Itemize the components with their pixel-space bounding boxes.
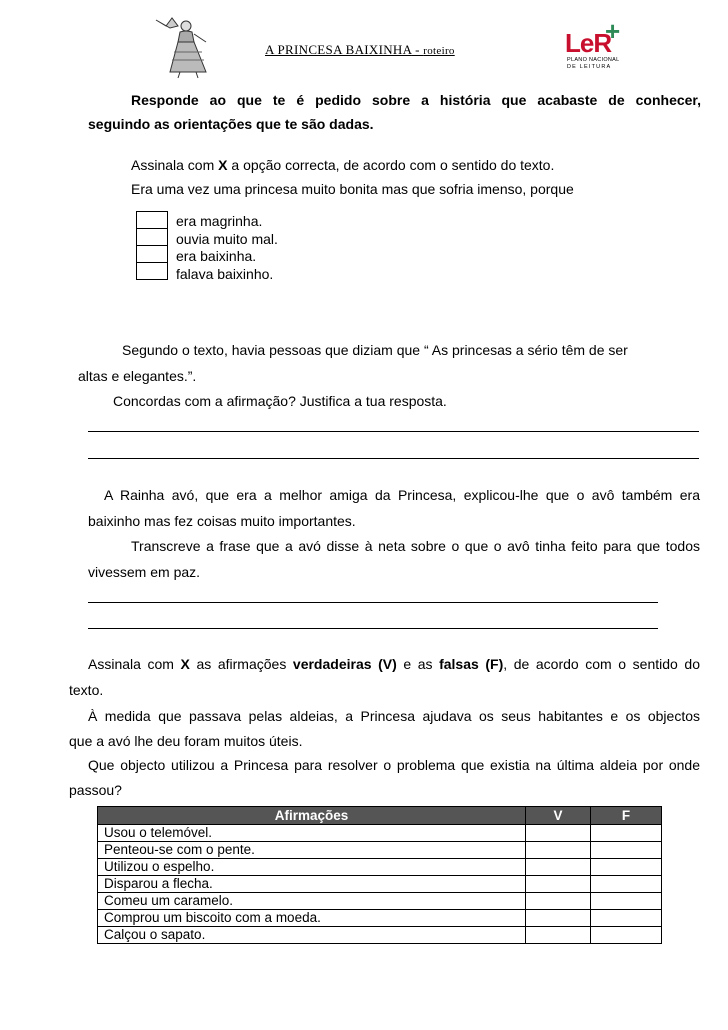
true-cell[interactable] [526, 842, 591, 859]
q2-line-2: altas e elegantes.”. [78, 368, 197, 384]
table-row [98, 842, 662, 859]
q4-paragraph-line-2: que a avó lhe deu foram muitos úteis. [69, 733, 303, 749]
false-cell[interactable] [591, 825, 662, 842]
false-cell[interactable] [591, 876, 662, 893]
q3-answer-line[interactable] [88, 628, 658, 629]
q3-line-3: Transcreve a frase que a avó disse à neta sobre o que o avô tinha feito para que todos [131, 538, 700, 554]
q4-instruction: Assinala com X as afirmações verdadeiras (V) e as falsas (F), de acordo com o sentido do [88, 656, 700, 672]
header-false: F [591, 807, 662, 825]
statement-cell: Calçou o sapato. [98, 927, 526, 944]
page-title: A PRINCESA BAIXINHA - roteiro [265, 42, 455, 57]
statements-table [97, 806, 662, 944]
princess-illustration [150, 12, 220, 80]
q4-question-line-1: Que objecto utilizou a Princesa para resolver o problema que existia na última aldeia por onde [88, 757, 700, 773]
q1-option: era magrinha. [176, 213, 263, 229]
table-row [98, 927, 662, 944]
q1-option: falava baixinho. [176, 265, 274, 282]
false-cell[interactable] [591, 893, 662, 910]
q4-paragraph-line-1: À medida que passava pelas aldeias, a Princesa ajudava os seus habitantes e os objectos [88, 708, 700, 724]
true-cell[interactable] [526, 859, 591, 876]
q1-checkbox[interactable] [136, 262, 168, 280]
ler-logo: LeR + PLANO NACIONAL DE LEITURA [565, 16, 621, 70]
table-row [98, 893, 662, 910]
statement-cell: Usou o telemóvel. [98, 825, 526, 842]
table-row [98, 910, 662, 927]
true-cell[interactable] [526, 825, 591, 842]
false-cell[interactable] [591, 927, 662, 944]
header-statements: Afirmações [98, 807, 526, 825]
q3-line-2: baixinho mas fez coisas muito importantes. [88, 513, 356, 529]
q2-answer-line[interactable] [88, 431, 699, 432]
true-cell[interactable] [526, 893, 591, 910]
statement-cell: Comeu um caramelo. [98, 893, 526, 910]
statement-cell: Penteou-se com o pente. [98, 842, 526, 859]
q4-instruction-line-2: texto. [69, 682, 104, 698]
q2-answer-line[interactable] [88, 458, 699, 459]
statement-cell: Utilizou o espelho. [98, 859, 526, 876]
q1-checkbox[interactable] [136, 245, 168, 262]
false-cell[interactable] [591, 842, 662, 859]
true-cell[interactable] [526, 910, 591, 927]
q1-checkbox-column [136, 211, 168, 280]
q3-answer-line[interactable] [88, 602, 658, 603]
table-row [98, 859, 662, 876]
q1-checkbox[interactable] [136, 228, 168, 245]
q1-checkbox[interactable] [136, 211, 168, 228]
q3-line-4: vivessem em paz. [88, 564, 201, 580]
intro-line-1: Responde ao que te é pedido sobre a história que acabaste de conhecer, [131, 92, 701, 108]
q1-option: era baixinha. [176, 248, 257, 264]
table-row [98, 876, 662, 893]
header-true: V [526, 807, 591, 825]
table-row [98, 825, 662, 842]
q1-instruction: Assinala com X a opção correcta, de acordo com o sentido do texto. [131, 157, 555, 173]
statement-cell: Comprou um biscoito com a moeda. [98, 910, 526, 927]
q1-options [176, 213, 278, 283]
statement-cell: Disparou a flecha. [98, 876, 526, 893]
intro-line-2: seguindo as orientações que te são dadas. [88, 116, 374, 132]
true-cell[interactable] [526, 876, 591, 893]
q2-line-3: Concordas com a afirmação? Justifica a tua resposta. [113, 393, 447, 409]
q1-option: ouvia muito mal. [176, 230, 278, 247]
q3-line-1: A Rainha avó, que era a melhor amiga da Princesa, explicou-lhe que o avô também era [104, 487, 700, 503]
true-cell[interactable] [526, 927, 591, 944]
q4-question-line-2: passou? [69, 782, 122, 798]
false-cell[interactable] [591, 859, 662, 876]
q2-line-1: Segundo o texto, havia pessoas que diziam que “ As princesas a sério têm de ser [122, 342, 628, 358]
false-cell[interactable] [591, 910, 662, 927]
table-header-row [98, 807, 662, 825]
q1-stem: Era uma vez uma princesa muito bonita mas que sofria imenso, porque [131, 181, 574, 197]
